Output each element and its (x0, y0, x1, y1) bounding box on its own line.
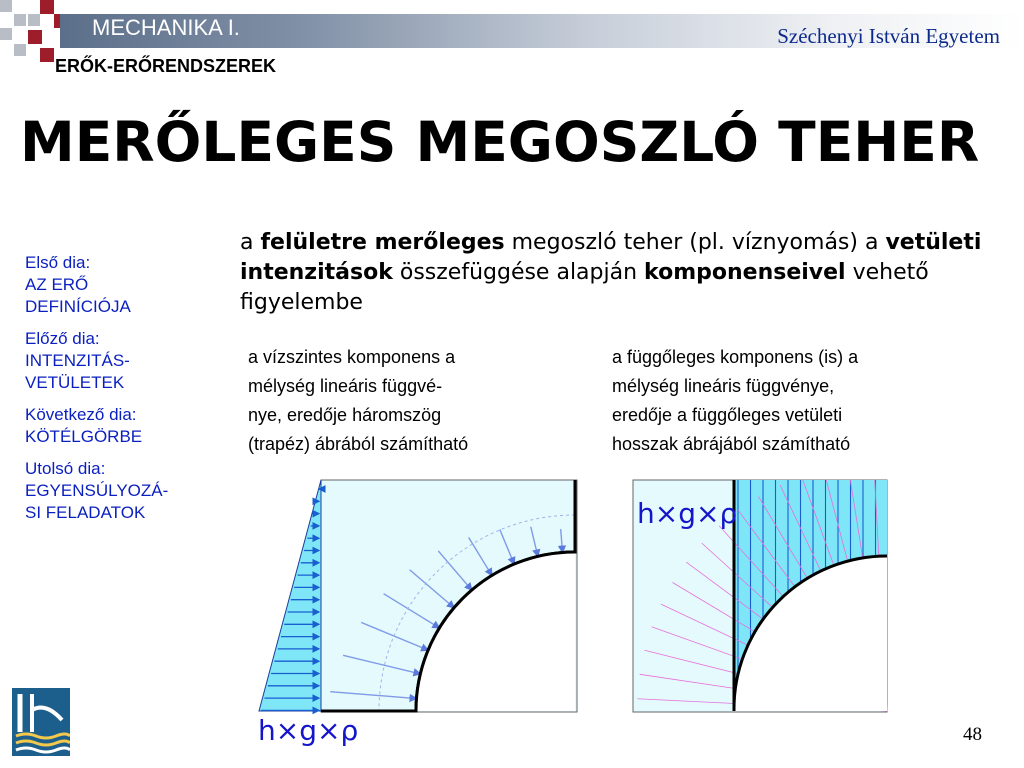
intro-paragraph: a felületre merőleges megoszló teher (pl. víznyomás) a vetületi intenzitások összefüggése alapján komponenseivel vehető figyelembe (240, 230, 982, 315)
university-logo (12, 688, 70, 756)
sidebar-item-first[interactable]: Első dia: AZ ERŐ DEFINÍCIÓJA (25, 253, 131, 316)
page-number: 48 (963, 724, 982, 745)
formula-right: h×g×ρ (637, 497, 738, 530)
section-title: ERŐK-ERŐRENDSZEREK (55, 56, 277, 76)
sidebar-item-previous[interactable]: Előző dia: INTENZITÁS- VETÜLETEK (25, 329, 130, 392)
course-title: MECHANIKA I. (92, 15, 240, 40)
sidebar-item-last[interactable]: Utolsó dia: EGYENSÚLYOZÁ- SI FELADATOK (25, 459, 169, 522)
university-name: Széchenyi István Egyetem (777, 24, 1000, 48)
formula-left: h×g×ρ (258, 714, 359, 747)
sidebar-nav (25, 252, 225, 534)
horizontal-load-diagram (255, 475, 585, 720)
pressure-triangle (259, 480, 321, 711)
vertical-component-text: a függőleges komponens (is) a mélység lineáris függvénye, eredője a függőleges vetületi hosszak ábrájából számítható (612, 347, 859, 454)
slide-title: MERŐLEGES MEGOSZLÓ TEHER (20, 110, 980, 174)
horizontal-component-text: a vízszintes komponens a mélység lineáris függvé- nye, eredője háromszög (trapéz) ábrából számítható (248, 347, 469, 454)
sidebar-item-next[interactable]: Következő dia: KÖTÉLGÖRBE (25, 405, 143, 446)
